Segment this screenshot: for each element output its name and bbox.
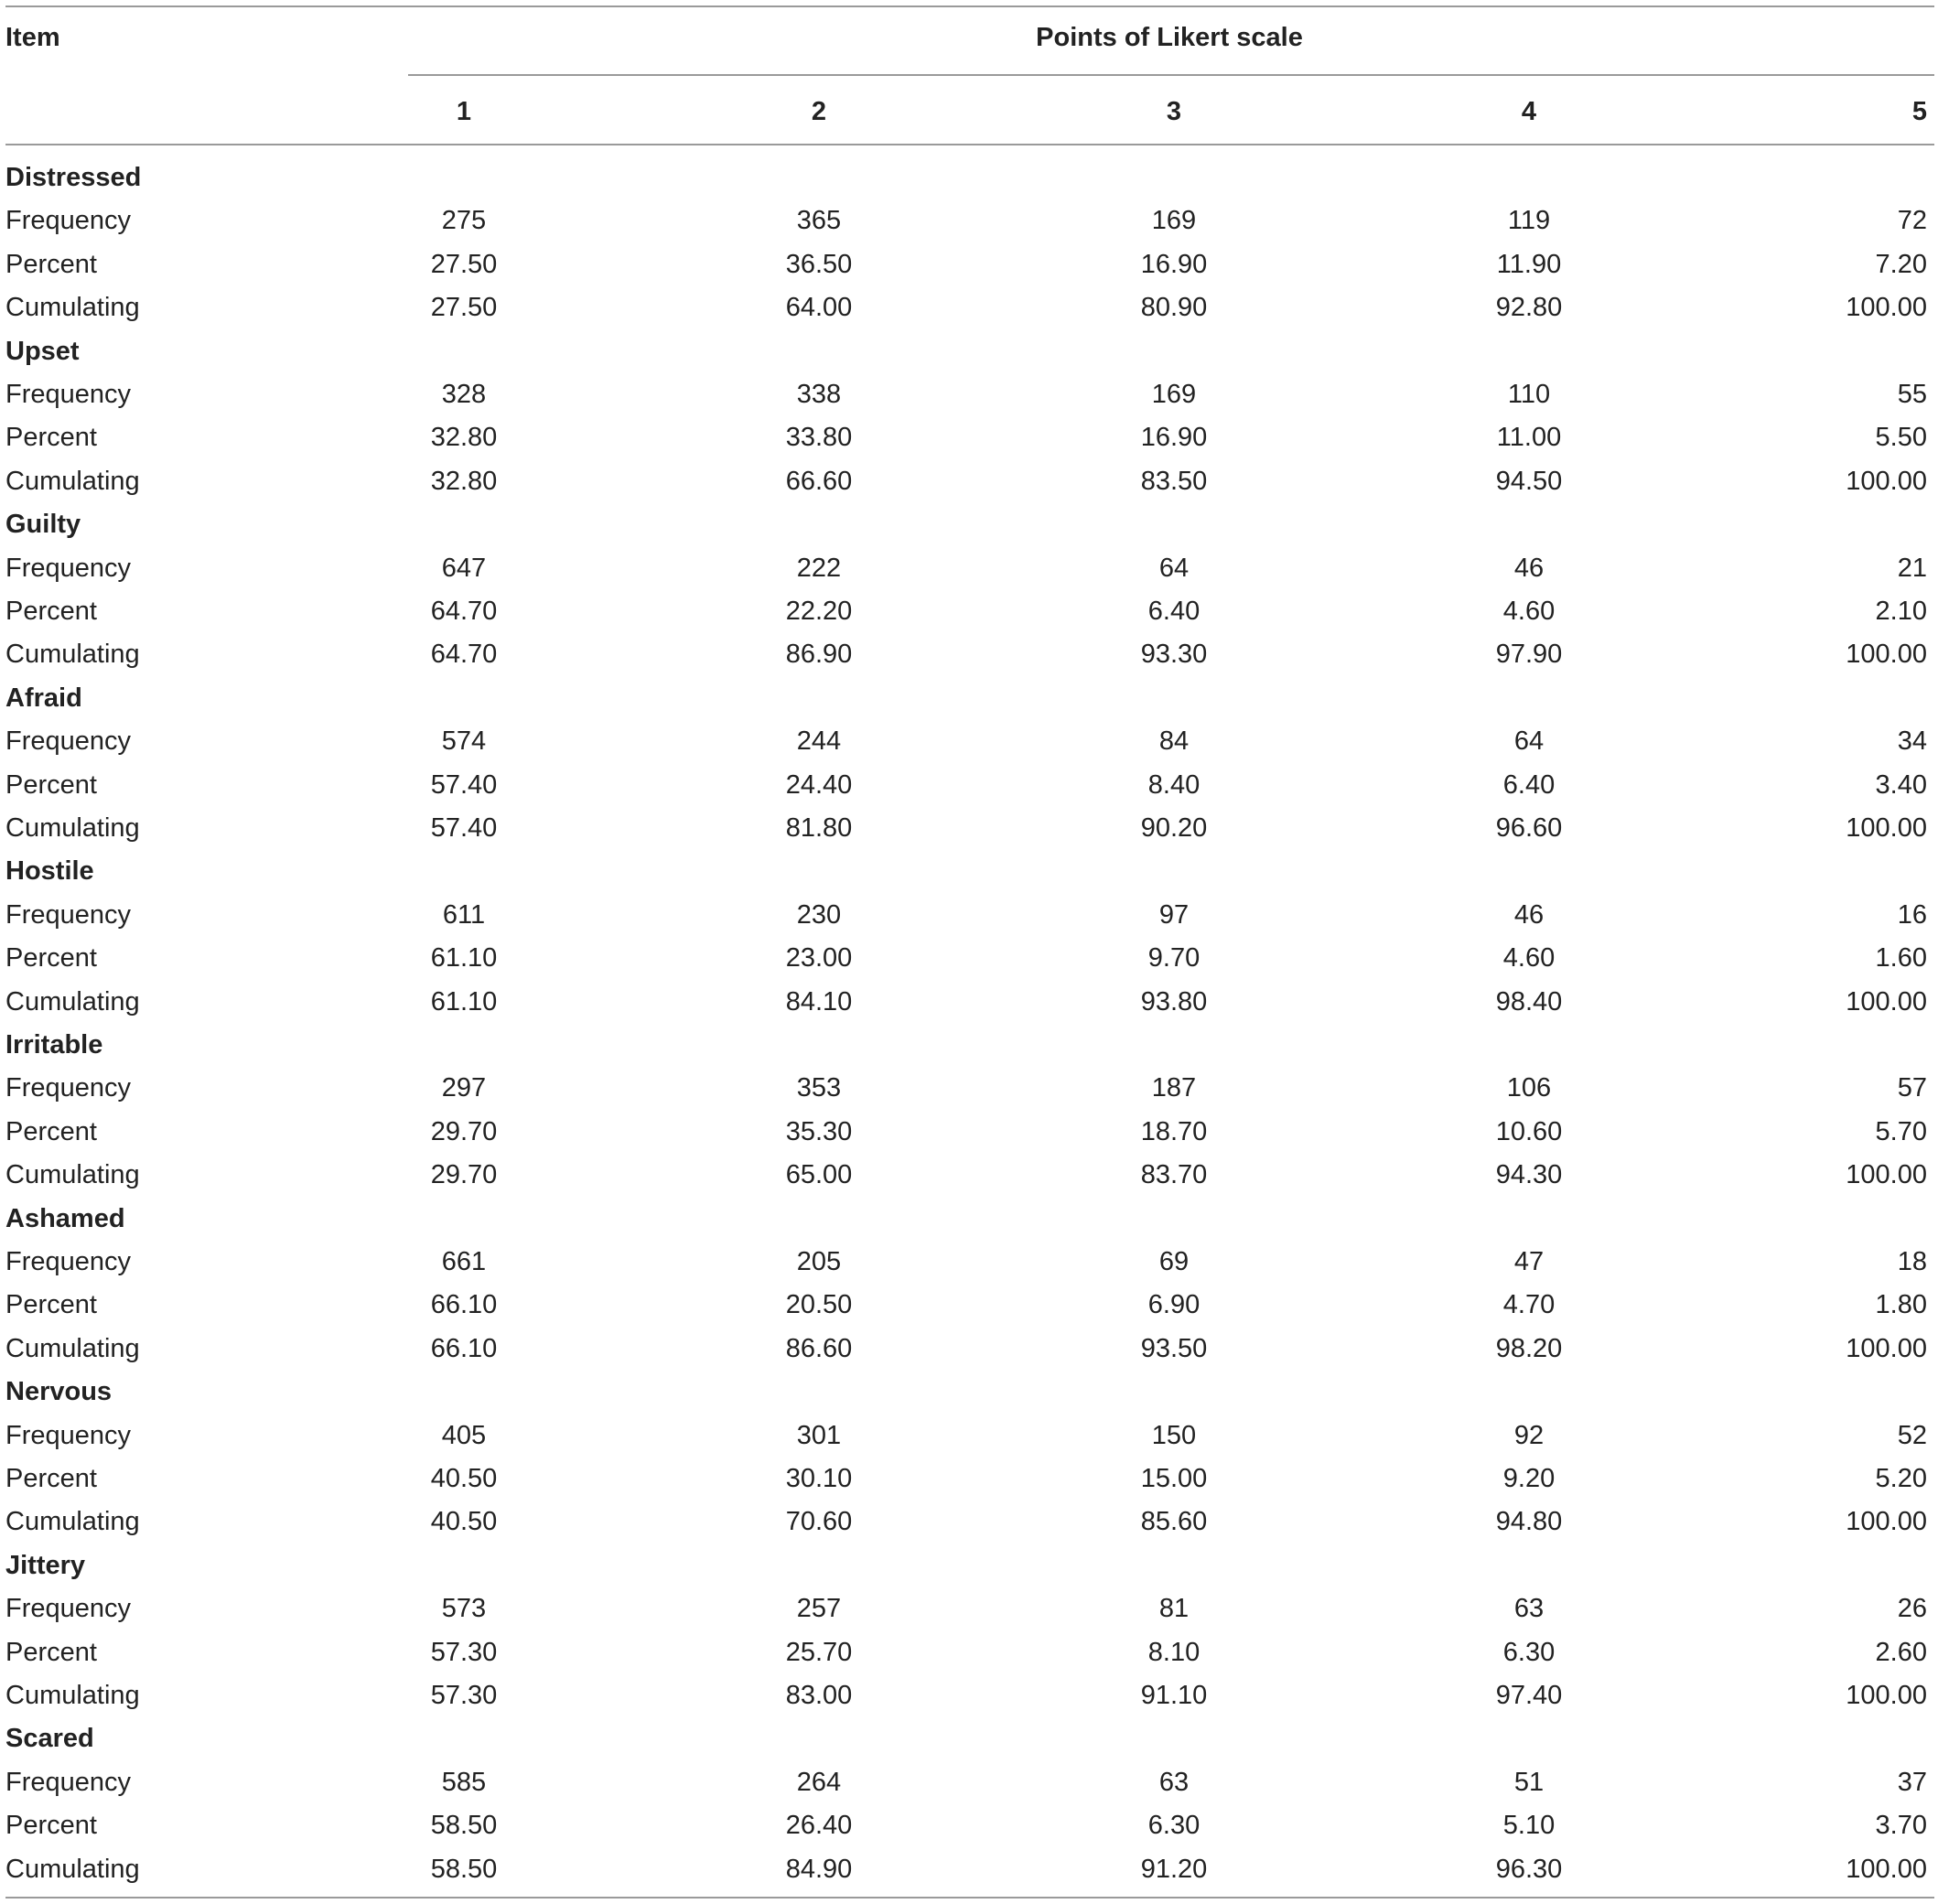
table-cell-frequency: 46 [1513, 553, 1545, 583]
table-cell-percent: 61.10 [430, 943, 498, 974]
table-cell-frequency: 661 [441, 1247, 487, 1276]
table-cell-cumulating: 92.80 [1495, 293, 1563, 323]
table-cell-frequency: 81 [1158, 1594, 1190, 1624]
section-heading-distressed: Distressed [5, 163, 142, 192]
table-cell-cumulating: 65.00 [785, 1160, 853, 1190]
table-cell-cumulating: 98.20 [1495, 1333, 1563, 1363]
table-cell-percent: 20.50 [785, 1290, 853, 1320]
table-cell-cumulating: 40.50 [430, 1507, 498, 1537]
row-label-percent: Percent [5, 1811, 97, 1841]
likert-group-header: Points of Likert scale [1036, 23, 1303, 52]
table-cell-frequency: 84 [1158, 726, 1190, 757]
row-label-cumulating: Cumulating [5, 640, 140, 670]
section-heading-nervous: Nervous [5, 1377, 113, 1407]
table-cell-frequency: 106 [1506, 1073, 1552, 1103]
table-cell-percent: 6.30 [1502, 1637, 1556, 1667]
table-cell-percent: 8.10 [1147, 1637, 1200, 1667]
table-cell-frequency: 51 [1513, 1767, 1545, 1797]
row-label-cumulating: Cumulating [5, 813, 140, 843]
table-cell-cumulating: 100.00 [1846, 466, 1927, 496]
table-cell-cumulating: 83.70 [1140, 1160, 1208, 1190]
table-cell-cumulating: 96.60 [1495, 813, 1563, 843]
table-cell-percent: 4.60 [1502, 597, 1556, 626]
table-cell-frequency: 230 [796, 899, 842, 930]
table-cell-frequency: 573 [441, 1594, 487, 1624]
table-cell-cumulating: 57.30 [430, 1681, 498, 1710]
table-cell-frequency: 187 [1151, 1073, 1197, 1103]
table-cell-frequency: 64 [1158, 553, 1190, 583]
row-label-percent: Percent [5, 943, 97, 974]
row-label-cumulating: Cumulating [5, 1160, 140, 1190]
row-label-frequency: Frequency [5, 1594, 132, 1624]
table-cell-percent: 5.70 [1875, 1116, 1927, 1146]
table-cell-cumulating: 94.30 [1495, 1160, 1563, 1190]
table-cell-percent: 22.20 [785, 597, 853, 626]
table-cell-frequency: 110 [1507, 380, 1551, 409]
table-cell-cumulating: 100.00 [1846, 1507, 1927, 1537]
table-cell-cumulating: 100.00 [1846, 1854, 1927, 1884]
table-cell-percent: 36.50 [785, 249, 853, 279]
table-cell-percent: 5.10 [1502, 1811, 1556, 1841]
table-cell-percent: 15.00 [1140, 1464, 1208, 1493]
table-cell-frequency: 222 [796, 553, 842, 583]
table-cell-cumulating: 93.80 [1140, 986, 1208, 1017]
table-cell-cumulating: 100.00 [1846, 1333, 1927, 1363]
table-cell-percent: 8.40 [1147, 769, 1200, 800]
table-cell-cumulating: 64.70 [430, 640, 498, 670]
section-heading-guilty: Guilty [5, 510, 81, 540]
table-cell-cumulating: 66.10 [430, 1333, 498, 1363]
section-heading-ashamed: Ashamed [5, 1203, 125, 1233]
table-cell-percent: 35.30 [785, 1116, 853, 1146]
table-cell-percent: 18.70 [1140, 1116, 1208, 1146]
table-cell-cumulating: 90.20 [1140, 813, 1208, 843]
header-bottom-rule [5, 144, 1934, 145]
table-cell-percent: 11.00 [1496, 423, 1562, 453]
table-cell-frequency: 275 [441, 206, 487, 236]
table-cell-frequency: 244 [796, 726, 842, 757]
row-label-frequency: Frequency [5, 380, 132, 409]
table-cell-percent: 32.80 [430, 423, 498, 453]
table-cell-percent: 58.50 [430, 1811, 498, 1841]
table-cell-frequency: 63 [1158, 1767, 1190, 1797]
table-cell-frequency: 365 [796, 206, 842, 236]
row-label-cumulating: Cumulating [5, 1854, 140, 1884]
table-cell-percent: 16.90 [1140, 249, 1208, 279]
table-cell-frequency: 264 [796, 1767, 842, 1797]
table-cell-percent: 1.80 [1875, 1290, 1927, 1320]
row-label-cumulating: Cumulating [5, 1507, 140, 1537]
table-cell-frequency: 72 [1897, 206, 1927, 236]
table-cell-frequency: 16 [1897, 899, 1927, 930]
table-cell-cumulating: 100.00 [1846, 1160, 1927, 1190]
table-cell-percent: 7.20 [1875, 249, 1927, 279]
row-label-frequency: Frequency [5, 1073, 132, 1103]
table-cell-cumulating: 70.60 [785, 1507, 853, 1537]
table-cell-frequency: 328 [441, 380, 487, 409]
section-heading-upset: Upset [5, 336, 80, 366]
table-cell-percent: 2.60 [1875, 1637, 1927, 1667]
table-cell-cumulating: 81.80 [785, 813, 853, 843]
table-cell-frequency: 46 [1513, 899, 1545, 930]
table-cell-percent: 4.60 [1502, 943, 1556, 974]
row-label-percent: Percent [5, 1290, 97, 1320]
table-cell-cumulating: 100.00 [1846, 1681, 1927, 1710]
row-label-cumulating: Cumulating [5, 293, 140, 323]
table-cell-percent: 5.50 [1875, 423, 1927, 453]
column-header-5: 5 [1911, 97, 1927, 126]
table-cell-frequency: 21 [1897, 553, 1927, 583]
table-cell-percent: 2.10 [1875, 597, 1927, 626]
table-cell-percent: 64.70 [430, 597, 498, 626]
table-cell-cumulating: 100.00 [1846, 813, 1927, 843]
table-cell-percent: 40.50 [430, 1464, 498, 1493]
table-cell-frequency: 63 [1513, 1594, 1545, 1624]
row-label-cumulating: Cumulating [5, 466, 140, 496]
section-heading-scared: Scared [5, 1724, 94, 1754]
table-cell-frequency: 119 [1507, 206, 1551, 236]
table-cell-cumulating: 80.90 [1140, 293, 1208, 323]
table-cell-cumulating: 83.50 [1140, 466, 1208, 496]
table-cell-percent: 24.40 [785, 769, 853, 800]
table-cell-percent: 6.40 [1502, 769, 1556, 800]
row-label-frequency: Frequency [5, 1420, 132, 1450]
table-cell-percent: 9.20 [1502, 1464, 1556, 1493]
column-header-2: 2 [811, 97, 827, 126]
table-cell-frequency: 611 [442, 899, 486, 930]
row-label-frequency: Frequency [5, 206, 132, 236]
table-cell-percent: 25.70 [785, 1637, 853, 1667]
table-cell-frequency: 26 [1897, 1594, 1927, 1624]
table-cell-cumulating: 86.90 [785, 640, 853, 670]
table-cell-percent: 11.90 [1496, 249, 1562, 279]
table-cell-percent: 9.70 [1147, 943, 1200, 974]
table-cell-cumulating: 91.20 [1140, 1854, 1208, 1884]
table-cell-frequency: 150 [1151, 1420, 1197, 1450]
table-cell-percent: 33.80 [785, 423, 853, 453]
row-label-frequency: Frequency [5, 1767, 132, 1797]
table-cell-percent: 5.20 [1875, 1464, 1927, 1493]
table-cell-cumulating: 83.00 [785, 1681, 853, 1710]
table-cell-cumulating: 85.60 [1140, 1507, 1208, 1537]
table-cell-frequency: 574 [441, 726, 487, 757]
table-cell-frequency: 47 [1513, 1247, 1545, 1276]
row-label-cumulating: Cumulating [5, 1333, 140, 1363]
table-cell-cumulating: 64.00 [785, 293, 853, 323]
table-cell-frequency: 64 [1513, 726, 1545, 757]
table-cell-cumulating: 86.60 [785, 1333, 853, 1363]
table-cell-frequency: 205 [796, 1247, 842, 1276]
table-cell-cumulating: 61.10 [430, 986, 498, 1017]
row-label-percent: Percent [5, 423, 97, 453]
row-label-percent: Percent [5, 1116, 97, 1146]
table-cell-cumulating: 66.60 [785, 466, 853, 496]
table-cell-frequency: 169 [1151, 206, 1197, 236]
table-cell-cumulating: 100.00 [1846, 986, 1927, 1017]
table-cell-percent: 57.40 [430, 769, 498, 800]
section-heading-jittery: Jittery [5, 1550, 86, 1580]
row-label-cumulating: Cumulating [5, 1681, 140, 1710]
table-cell-frequency: 57 [1897, 1073, 1927, 1103]
table-cell-cumulating: 93.30 [1140, 640, 1208, 670]
table-cell-percent: 3.70 [1875, 1811, 1927, 1841]
row-label-frequency: Frequency [5, 553, 132, 583]
table-cell-percent: 4.70 [1502, 1290, 1556, 1320]
table-cell-percent: 6.30 [1147, 1811, 1200, 1841]
table-cell-percent: 6.90 [1147, 1290, 1200, 1320]
table-cell-frequency: 37 [1897, 1767, 1927, 1797]
table-cell-cumulating: 57.40 [430, 813, 498, 843]
table-cell-frequency: 353 [796, 1073, 842, 1103]
table-cell-frequency: 301 [796, 1420, 842, 1450]
table-cell-cumulating: 58.50 [430, 1854, 498, 1884]
table-cell-cumulating: 97.90 [1495, 640, 1563, 670]
likert-header-rule [408, 74, 1934, 76]
table-cell-frequency: 92 [1513, 1420, 1545, 1450]
section-heading-hostile: Hostile [5, 856, 94, 887]
table-cell-percent: 57.30 [430, 1637, 498, 1667]
table-cell-frequency: 52 [1897, 1420, 1927, 1450]
table-cell-frequency: 55 [1897, 380, 1927, 409]
table-cell-frequency: 297 [441, 1073, 487, 1103]
column-header-3: 3 [1166, 97, 1182, 126]
row-label-percent: Percent [5, 1637, 97, 1667]
table-cell-frequency: 169 [1151, 380, 1197, 409]
table-cell-frequency: 647 [441, 553, 487, 583]
row-label-percent: Percent [5, 1464, 97, 1493]
table-cell-cumulating: 100.00 [1846, 293, 1927, 323]
row-label-frequency: Frequency [5, 726, 132, 757]
row-label-frequency: Frequency [5, 899, 132, 930]
table-cell-cumulating: 94.50 [1495, 466, 1563, 496]
table-top-rule [5, 5, 1934, 7]
row-label-frequency: Frequency [5, 1247, 132, 1276]
row-label-percent: Percent [5, 769, 97, 800]
table-cell-percent: 23.00 [785, 943, 853, 974]
table-cell-cumulating: 94.80 [1495, 1507, 1563, 1537]
table-cell-cumulating: 98.40 [1495, 986, 1563, 1017]
table-cell-percent: 29.70 [430, 1116, 498, 1146]
table-cell-cumulating: 84.90 [785, 1854, 853, 1884]
table-cell-frequency: 34 [1897, 726, 1927, 757]
table-cell-percent: 1.60 [1875, 943, 1927, 974]
table-cell-percent: 30.10 [785, 1464, 853, 1493]
table-cell-frequency: 585 [441, 1767, 487, 1797]
table-cell-percent: 26.40 [785, 1811, 853, 1841]
table-cell-percent: 27.50 [430, 249, 498, 279]
row-label-cumulating: Cumulating [5, 986, 140, 1017]
table-cell-percent: 66.10 [430, 1290, 498, 1320]
table-cell-cumulating: 100.00 [1846, 640, 1927, 670]
section-heading-irritable: Irritable [5, 1030, 103, 1060]
row-label-percent: Percent [5, 249, 97, 279]
section-heading-afraid: Afraid [5, 683, 82, 713]
table-cell-cumulating: 97.40 [1495, 1681, 1563, 1710]
column-header-4: 4 [1521, 97, 1537, 126]
table-cell-frequency: 405 [441, 1420, 487, 1450]
table-cell-frequency: 257 [796, 1594, 842, 1624]
table-cell-frequency: 18 [1897, 1247, 1927, 1276]
table-cell-frequency: 338 [796, 380, 842, 409]
table-cell-cumulating: 93.50 [1140, 1333, 1208, 1363]
table-cell-cumulating: 84.10 [785, 986, 853, 1017]
table-cell-percent: 6.40 [1147, 597, 1200, 626]
table-cell-percent: 10.60 [1495, 1116, 1563, 1146]
column-header-1: 1 [456, 97, 472, 126]
table-cell-percent: 3.40 [1875, 769, 1927, 800]
table-cell-percent: 16.90 [1140, 423, 1208, 453]
table-cell-cumulating: 32.80 [430, 466, 498, 496]
table-cell-frequency: 69 [1158, 1247, 1190, 1276]
table-cell-cumulating: 96.30 [1495, 1854, 1563, 1884]
table-cell-cumulating: 29.70 [430, 1160, 498, 1190]
item-column-header: Item [5, 23, 60, 52]
table-cell-cumulating: 91.10 [1140, 1681, 1208, 1710]
table-bottom-rule [5, 1897, 1934, 1899]
table-cell-frequency: 97 [1158, 899, 1190, 930]
table-cell-cumulating: 27.50 [430, 293, 498, 323]
row-label-percent: Percent [5, 597, 97, 626]
